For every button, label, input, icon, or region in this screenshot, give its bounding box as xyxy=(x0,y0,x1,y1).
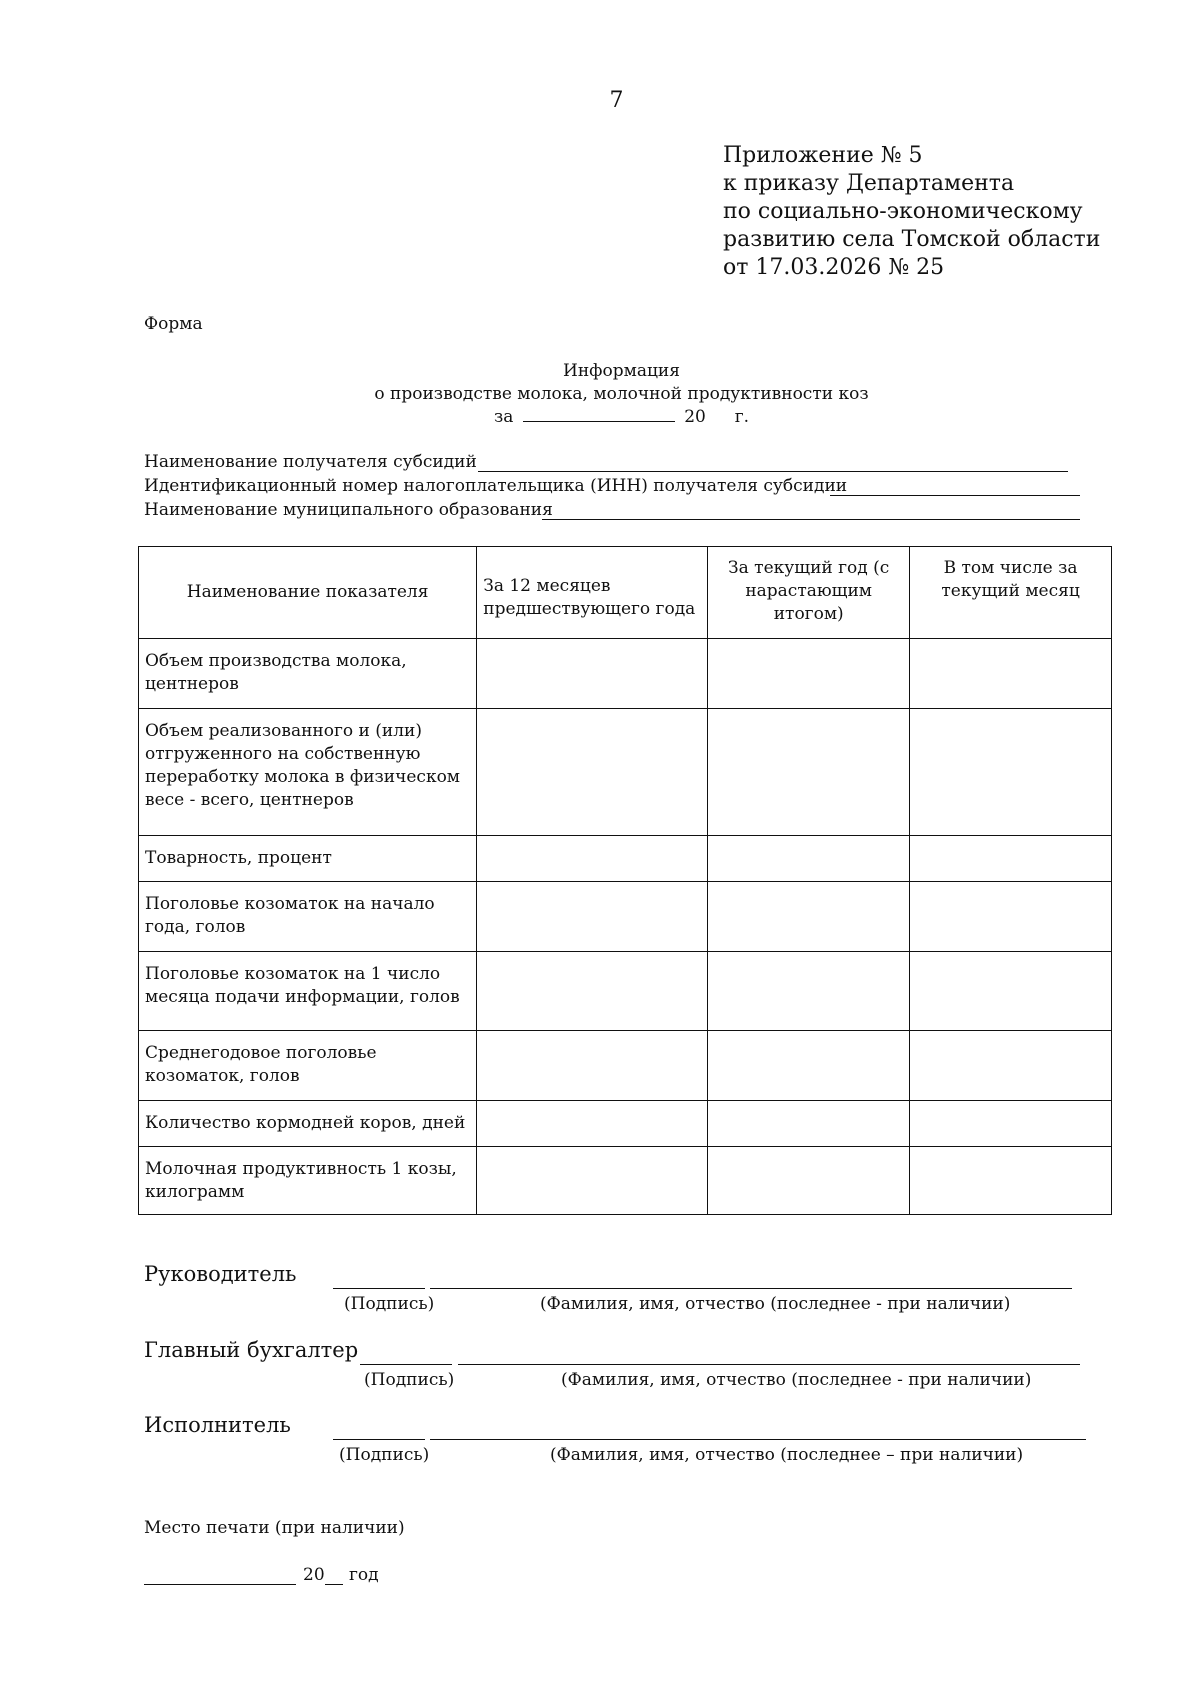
data-cell[interactable] xyxy=(477,1031,708,1101)
period-year: 20 xyxy=(684,407,706,427)
data-cell[interactable] xyxy=(477,1101,708,1147)
date-day-month-field[interactable] xyxy=(144,1584,296,1585)
data-cell[interactable] xyxy=(708,709,910,836)
head-signature-field[interactable] xyxy=(333,1288,425,1289)
data-cell[interactable] xyxy=(910,882,1112,952)
table-row xyxy=(139,836,1112,882)
row-label: Поголовье козоматок на начало года, голов xyxy=(139,882,477,952)
data-cell[interactable] xyxy=(910,1101,1112,1147)
appendix-line: к приказу Департамента xyxy=(723,171,1015,196)
name-caption: (Фамилия, имя, отчество (последнее – при наличии) xyxy=(550,1445,1024,1465)
head-name-field[interactable] xyxy=(430,1288,1072,1289)
data-cell[interactable] xyxy=(708,639,910,709)
appendix-line: Приложение № 5 xyxy=(723,143,923,168)
executor-signature-field[interactable] xyxy=(333,1439,425,1440)
row-label: Объем реализованного и (или) отгруженного на собственную переработку молока в физическом весе - всего, центнеров xyxy=(139,709,477,836)
appendix-line: по социально-экономическому xyxy=(723,199,1083,224)
table-row xyxy=(139,1101,1112,1147)
period-prefix: за xyxy=(494,407,514,427)
data-cell[interactable] xyxy=(708,1101,910,1147)
table-row xyxy=(139,709,1112,836)
data-cell[interactable] xyxy=(910,952,1112,1031)
municipality-field[interactable] xyxy=(542,519,1080,520)
table-row xyxy=(139,882,1112,952)
data-cell[interactable] xyxy=(910,709,1112,836)
signature-role-executor: Исполнитель xyxy=(144,1413,291,1437)
row-label: Среднегодовое поголовье козоматок, голов xyxy=(139,1031,477,1101)
recipient-name-field[interactable] xyxy=(478,471,1068,472)
table-row xyxy=(139,1147,1112,1215)
appendix-line: развитию села Томской области xyxy=(723,227,1101,252)
data-cell[interactable] xyxy=(910,639,1112,709)
table-row xyxy=(139,639,1112,709)
data-cell[interactable] xyxy=(477,1147,708,1215)
row-label: Поголовье козоматок на 1 число месяца подачи информации, голов xyxy=(139,952,477,1031)
column-header: За 12 месяцев предшествующего года xyxy=(477,547,708,639)
table-row xyxy=(139,1031,1112,1101)
signature-caption: (Подпись) xyxy=(364,1370,455,1390)
appendix-line: от 17.03.2026 № 25 xyxy=(723,255,945,280)
data-cell[interactable] xyxy=(477,639,708,709)
period-suffix: г. xyxy=(734,407,749,427)
signature-role-chief-accountant: Главный бухгалтер xyxy=(144,1338,359,1362)
data-cell[interactable] xyxy=(477,709,708,836)
indicators-table xyxy=(138,546,1112,1215)
column-header: Наименование показателя xyxy=(139,547,477,639)
executor-name-field[interactable] xyxy=(430,1439,1086,1440)
data-cell[interactable] xyxy=(477,882,708,952)
signature-role-head: Руководитель xyxy=(144,1262,297,1286)
row-label: Количество кормодней коров, дней xyxy=(139,1101,477,1147)
form-label: Форма xyxy=(144,314,203,334)
title-line-1: Информация xyxy=(563,361,680,381)
table-header-row xyxy=(139,547,1112,639)
data-cell[interactable] xyxy=(910,836,1112,882)
title-line-2: о производстве молока, молочной продуктивности коз xyxy=(374,384,869,404)
date-year-prefix: 20 xyxy=(303,1565,325,1585)
column-header: В том числе за текущий месяц xyxy=(910,547,1112,639)
appendix-block xyxy=(723,142,1100,282)
page-number: 7 xyxy=(609,88,624,113)
period-blank[interactable] xyxy=(523,407,675,422)
data-cell[interactable] xyxy=(910,1147,1112,1215)
data-cell[interactable] xyxy=(477,836,708,882)
inn-field[interactable] xyxy=(830,495,1080,496)
data-cell[interactable] xyxy=(708,882,910,952)
column-header: За текущий год (с нарастающим итогом) xyxy=(708,547,910,639)
municipality-label: Наименование муниципального образования xyxy=(144,500,553,520)
date-year-field[interactable] xyxy=(325,1584,343,1585)
data-cell[interactable] xyxy=(708,836,910,882)
data-cell[interactable] xyxy=(708,1147,910,1215)
data-cell[interactable] xyxy=(708,1031,910,1101)
accountant-name-field[interactable] xyxy=(458,1364,1080,1365)
title-period xyxy=(0,406,1200,429)
data-cell[interactable] xyxy=(708,952,910,1031)
name-caption: (Фамилия, имя, отчество (последнее - при наличии) xyxy=(540,1294,1011,1314)
accountant-signature-field[interactable] xyxy=(360,1364,452,1365)
signature-caption: (Подпись) xyxy=(339,1445,430,1465)
name-caption: (Фамилия, имя, отчество (последнее - при наличии) xyxy=(561,1370,1032,1390)
inn-label: Идентификационный номер налогоплательщика (ИНН) получателя субсидии xyxy=(144,476,848,496)
row-label: Молочная продуктивность 1 козы, килограмм xyxy=(139,1147,477,1215)
stamp-label: Место печати (при наличии) xyxy=(144,1518,405,1538)
document-title xyxy=(0,360,1200,429)
recipient-name-label: Наименование получателя субсидий xyxy=(144,452,477,472)
data-cell[interactable] xyxy=(477,952,708,1031)
data-cell[interactable] xyxy=(910,1031,1112,1101)
date-suffix: год xyxy=(349,1565,379,1585)
row-label: Объем производства молока, центнеров xyxy=(139,639,477,709)
row-label: Товарность, процент xyxy=(139,836,477,882)
signature-caption: (Подпись) xyxy=(344,1294,435,1314)
table-row xyxy=(139,952,1112,1031)
